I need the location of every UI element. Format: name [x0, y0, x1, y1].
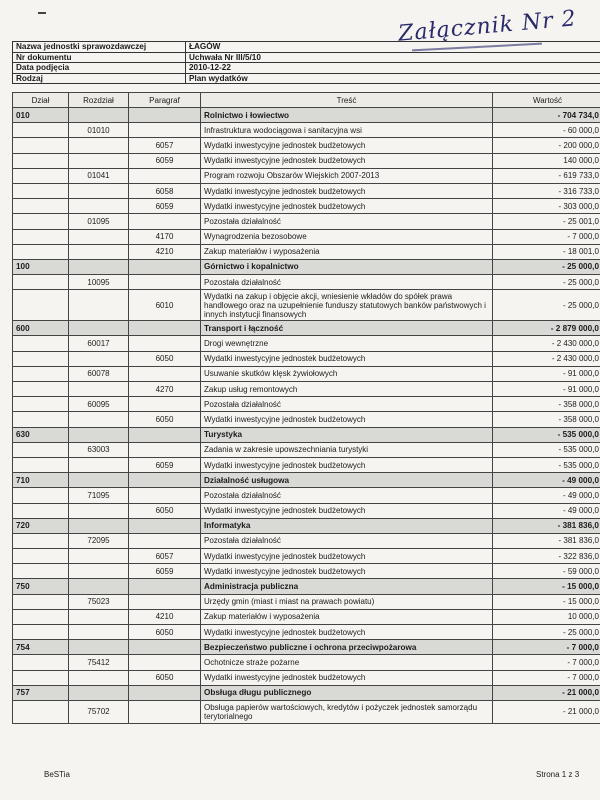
paragraf-cell — [129, 640, 201, 655]
rozdzial-cell — [69, 473, 129, 488]
paragraf-cell — [129, 397, 201, 412]
footer-software: BeSTia — [44, 770, 70, 779]
chapter-row — [13, 594, 600, 609]
chapter-row — [13, 488, 600, 503]
paragraph-row — [13, 670, 600, 685]
meta-key: Data podjęcia — [13, 63, 186, 74]
wartosc-cell: - 704 734,0 — [493, 108, 600, 123]
rozdzial-cell — [69, 351, 129, 366]
wartosc-cell: - 49 000,0 — [493, 473, 600, 488]
tresc-cell: Wynagrodzenia bezosobowe — [201, 229, 493, 244]
rozdzial-cell: 71095 — [69, 488, 129, 503]
paragraph-row — [13, 549, 600, 564]
wartosc-cell: - 7 000,0 — [493, 640, 600, 655]
dzial-cell — [13, 183, 69, 198]
rozdzial-cell — [69, 670, 129, 685]
paragraf-cell: 6050 — [129, 670, 201, 685]
paragraf-cell — [129, 275, 201, 290]
rozdzial-cell — [69, 321, 129, 336]
paragraf-cell — [129, 214, 201, 229]
rozdzial-cell — [69, 503, 129, 518]
meta-key: Nr dokumentu — [13, 52, 186, 63]
rozdzial-cell — [69, 412, 129, 427]
wartosc-cell: - 381 836,0 — [493, 533, 600, 548]
tresc-cell: Administracja publiczna — [201, 579, 493, 594]
paragraf-cell — [129, 366, 201, 381]
dzial-cell — [13, 564, 69, 579]
dzial-cell: 750 — [13, 579, 69, 594]
rozdzial-cell — [69, 199, 129, 214]
tresc-cell: Wydatki inwestycyjne jednostek budżetowych — [201, 625, 493, 640]
dzial-cell — [13, 229, 69, 244]
header-wartosc: Wartość — [493, 93, 600, 108]
dzial-cell — [13, 168, 69, 183]
rozdzial-cell — [69, 518, 129, 533]
chapter-row — [13, 214, 600, 229]
tresc-cell: Drogi wewnętrzne — [201, 336, 493, 351]
tresc-cell: Ochotnicze straże pożarne — [201, 655, 493, 670]
meta-key: Nazwa jednostki sprawozdawczej — [13, 42, 186, 53]
tresc-cell: Informatyka — [201, 518, 493, 533]
chapter-row — [13, 366, 600, 381]
section-row — [13, 518, 600, 533]
dzial-cell: 010 — [13, 108, 69, 123]
wartosc-cell: - 91 000,0 — [493, 366, 600, 381]
chapter-row — [13, 533, 600, 548]
tresc-cell: Wydatki inwestycyjne jednostek budżetowych — [201, 183, 493, 198]
wartosc-cell: - 59 000,0 — [493, 564, 600, 579]
dzial-cell — [13, 123, 69, 138]
paragraf-cell — [129, 259, 201, 274]
rozdzial-cell: 01041 — [69, 168, 129, 183]
wartosc-cell: - 381 836,0 — [493, 518, 600, 533]
rozdzial-cell: 72095 — [69, 533, 129, 548]
tresc-cell: Górnictwo i kopalnictwo — [201, 259, 493, 274]
paragraf-cell: 6057 — [129, 549, 201, 564]
rozdzial-cell: 60078 — [69, 366, 129, 381]
paragraph-row — [13, 290, 600, 321]
meta-row — [13, 63, 600, 74]
meta-row — [13, 52, 600, 63]
wartosc-cell: - 49 000,0 — [493, 488, 600, 503]
tresc-cell: Urzędy gmin (miast i miast na prawach powiatu) — [201, 594, 493, 609]
dzial-cell — [13, 138, 69, 153]
paragraf-cell — [129, 168, 201, 183]
dzial-cell — [13, 199, 69, 214]
tresc-cell: Zakup usług remontowych — [201, 382, 493, 397]
section-row — [13, 321, 600, 336]
paragraf-cell: 6050 — [129, 412, 201, 427]
paragraf-cell — [129, 336, 201, 351]
wartosc-cell: - 316 733,0 — [493, 183, 600, 198]
wartosc-cell: - 25 000,0 — [493, 275, 600, 290]
tresc-cell: Wydatki na zakup i objęcie akcji, wniesienie wkładów do spółek prawa handlowego oraz na uzupełnienie funduszy statutowych banków państwowych i innych instytucji finansowych — [201, 290, 493, 321]
header-rozdzial: Rozdział — [69, 93, 129, 108]
dzial-cell — [13, 609, 69, 624]
table-header-row — [13, 93, 600, 108]
rozdzial-cell: 63003 — [69, 442, 129, 457]
wartosc-cell: - 2 430 000,0 — [493, 336, 600, 351]
wartosc-cell: - 21 000,0 — [493, 700, 600, 723]
dzial-cell — [13, 457, 69, 472]
tresc-cell: Transport i łączność — [201, 321, 493, 336]
rozdzial-cell — [69, 229, 129, 244]
paragraf-cell: 6059 — [129, 564, 201, 579]
rozdzial-cell — [69, 108, 129, 123]
paragraph-row — [13, 564, 600, 579]
dzial-cell — [13, 625, 69, 640]
dzial-cell — [13, 382, 69, 397]
dzial-cell: 600 — [13, 321, 69, 336]
tresc-cell: Pozostała działalność — [201, 533, 493, 548]
section-row — [13, 640, 600, 655]
tresc-cell: Obsługa długu publicznego — [201, 685, 493, 700]
dzial-cell — [13, 700, 69, 723]
paragraf-cell — [129, 518, 201, 533]
paragraf-cell: 6050 — [129, 351, 201, 366]
rozdzial-cell — [69, 640, 129, 655]
wartosc-cell: - 18 001,0 — [493, 244, 600, 259]
wartosc-cell: - 15 000,0 — [493, 579, 600, 594]
wartosc-cell: - 619 733,0 — [493, 168, 600, 183]
rozdzial-cell — [69, 685, 129, 700]
footer-page-number: Strona 1 z 3 — [536, 770, 580, 779]
wartosc-cell: - 2 879 000,0 — [493, 321, 600, 336]
wartosc-cell: - 200 000,0 — [493, 138, 600, 153]
dzial-cell — [13, 290, 69, 321]
rozdzial-cell — [69, 609, 129, 624]
tresc-cell: Zakup materiałów i wyposażenia — [201, 244, 493, 259]
chapter-row — [13, 275, 600, 290]
paragraph-row — [13, 625, 600, 640]
tresc-cell: Wydatki inwestycyjne jednostek budżetowych — [201, 138, 493, 153]
tresc-cell: Rolnictwo i łowiectwo — [201, 108, 493, 123]
tresc-cell: Pozostała działalność — [201, 275, 493, 290]
section-row — [13, 259, 600, 274]
rozdzial-cell: 01010 — [69, 123, 129, 138]
wartosc-cell: - 25 000,0 — [493, 290, 600, 321]
expenditure-table — [12, 92, 600, 724]
section-row — [13, 473, 600, 488]
dzial-cell: 757 — [13, 685, 69, 700]
paragraf-cell — [129, 427, 201, 442]
dzial-cell: 720 — [13, 518, 69, 533]
tresc-cell: Wydatki inwestycyjne jednostek budżetowych — [201, 199, 493, 214]
chapter-row — [13, 655, 600, 670]
dzial-cell — [13, 412, 69, 427]
wartosc-cell: - 60 000,0 — [493, 123, 600, 138]
meta-row — [13, 73, 600, 84]
wartosc-cell: - 303 000,0 — [493, 199, 600, 214]
paragraph-row — [13, 153, 600, 168]
paragraph-row — [13, 244, 600, 259]
chapter-row — [13, 168, 600, 183]
paragraf-cell: 6010 — [129, 290, 201, 321]
wartosc-cell: - 25 000,0 — [493, 625, 600, 640]
document-metadata-table — [12, 41, 600, 84]
tresc-cell: Infrastruktura wodociągowa i sanitacyjna wsi — [201, 123, 493, 138]
tresc-cell: Bezpieczeństwo publiczne i ochrona przeciwpożarowa — [201, 640, 493, 655]
dzial-cell — [13, 366, 69, 381]
paragraf-cell — [129, 108, 201, 123]
paragraf-cell — [129, 123, 201, 138]
rozdzial-cell — [69, 183, 129, 198]
paragraf-cell — [129, 700, 201, 723]
tresc-cell: Wydatki inwestycyjne jednostek budżetowych — [201, 153, 493, 168]
rozdzial-cell — [69, 457, 129, 472]
paragraph-row — [13, 412, 600, 427]
paragraf-cell — [129, 533, 201, 548]
paragraf-cell: 6058 — [129, 183, 201, 198]
paragraf-cell — [129, 488, 201, 503]
chapter-row — [13, 397, 600, 412]
rozdzial-cell: 75412 — [69, 655, 129, 670]
header-tresc: Treść — [201, 93, 493, 108]
dzial-cell — [13, 336, 69, 351]
dzial-cell: 630 — [13, 427, 69, 442]
meta-row — [13, 42, 600, 53]
tresc-cell: Wydatki inwestycyjne jednostek budżetowych — [201, 503, 493, 518]
dzial-cell — [13, 655, 69, 670]
wartosc-cell: - 2 430 000,0 — [493, 351, 600, 366]
paragraf-cell — [129, 594, 201, 609]
rozdzial-cell — [69, 579, 129, 594]
paragraf-cell — [129, 473, 201, 488]
rozdzial-cell: 75023 — [69, 594, 129, 609]
section-row — [13, 579, 600, 594]
dzial-cell: 754 — [13, 640, 69, 655]
paragraph-row — [13, 503, 600, 518]
tresc-cell: Pozostała działalność — [201, 488, 493, 503]
tresc-cell: Wydatki inwestycyjne jednostek budżetowych — [201, 564, 493, 579]
paragraf-cell: 6059 — [129, 153, 201, 168]
paragraf-cell: 4210 — [129, 609, 201, 624]
rozdzial-cell — [69, 549, 129, 564]
dzial-cell — [13, 351, 69, 366]
section-row — [13, 685, 600, 700]
paragraf-cell: 6050 — [129, 503, 201, 518]
wartosc-cell: - 358 000,0 — [493, 397, 600, 412]
tresc-cell: Pozostała działalność — [201, 397, 493, 412]
wartosc-cell: - 91 000,0 — [493, 382, 600, 397]
dzial-cell — [13, 670, 69, 685]
paragraf-cell: 6057 — [129, 138, 201, 153]
meta-value: 2010-12-22 — [186, 63, 600, 74]
wartosc-cell: - 25 001,0 — [493, 214, 600, 229]
dzial-cell — [13, 488, 69, 503]
chapter-row — [13, 123, 600, 138]
tresc-cell: Wydatki inwestycyjne jednostek budżetowych — [201, 670, 493, 685]
rozdzial-cell — [69, 259, 129, 274]
tresc-cell: Zakup materiałów i wyposażenia — [201, 609, 493, 624]
wartosc-cell: - 535 000,0 — [493, 427, 600, 442]
rozdzial-cell — [69, 244, 129, 259]
dzial-cell — [13, 244, 69, 259]
tresc-cell: Zadania w zakresie upowszechniania turystyki — [201, 442, 493, 457]
paragraf-cell — [129, 321, 201, 336]
dzial-cell — [13, 549, 69, 564]
tresc-cell: Wydatki inwestycyjne jednostek budżetowych — [201, 351, 493, 366]
wartosc-cell: - 535 000,0 — [493, 457, 600, 472]
wartosc-cell: - 535 000,0 — [493, 442, 600, 457]
chapter-row — [13, 336, 600, 351]
rozdzial-cell: 60017 — [69, 336, 129, 351]
paragraf-cell: 6059 — [129, 199, 201, 214]
rozdzial-cell — [69, 290, 129, 321]
dzial-cell — [13, 153, 69, 168]
dzial-cell — [13, 275, 69, 290]
paragraph-row — [13, 138, 600, 153]
rozdzial-cell: 60095 — [69, 397, 129, 412]
chapter-row — [13, 442, 600, 457]
section-row — [13, 427, 600, 442]
tresc-cell: Wydatki inwestycyjne jednostek budżetowych — [201, 549, 493, 564]
paragraph-row — [13, 382, 600, 397]
dzial-cell: 100 — [13, 259, 69, 274]
rozdzial-cell — [69, 625, 129, 640]
meta-value: Uchwała Nr III/5/10 — [186, 52, 600, 63]
dzial-cell: 710 — [13, 473, 69, 488]
wartosc-cell: 10 000,0 — [493, 609, 600, 624]
paragraph-row — [13, 457, 600, 472]
section-row — [13, 108, 600, 123]
wartosc-cell: - 25 000,0 — [493, 259, 600, 274]
dzial-cell — [13, 397, 69, 412]
rozdzial-cell: 10095 — [69, 275, 129, 290]
wartosc-cell: - 15 000,0 — [493, 594, 600, 609]
paragraph-row — [13, 229, 600, 244]
tresc-cell: Program rozwoju Obszarów Wiejskich 2007-2013 — [201, 168, 493, 183]
dzial-cell — [13, 214, 69, 229]
handwritten-annotation: Załącznik Nr 2 — [397, 6, 578, 47]
rozdzial-cell — [69, 382, 129, 397]
header-dzial: Dział — [13, 93, 69, 108]
wartosc-cell: - 7 000,0 — [493, 655, 600, 670]
meta-value: Plan wydatków — [186, 73, 600, 84]
meta-value: ŁAGÓW — [186, 42, 600, 53]
rozdzial-cell — [69, 153, 129, 168]
paragraf-cell — [129, 685, 201, 700]
paragraf-cell: 6059 — [129, 457, 201, 472]
tresc-cell: Wydatki inwestycyjne jednostek budżetowych — [201, 457, 493, 472]
paragraph-row — [13, 199, 600, 214]
paragraf-cell: 6050 — [129, 625, 201, 640]
paragraf-cell: 4170 — [129, 229, 201, 244]
paragraph-row — [13, 351, 600, 366]
tresc-cell: Wydatki inwestycyjne jednostek budżetowych — [201, 412, 493, 427]
wartosc-cell: - 21 000,0 — [493, 685, 600, 700]
scan-mark — [38, 12, 46, 14]
dzial-cell — [13, 503, 69, 518]
rozdzial-cell: 01095 — [69, 214, 129, 229]
rozdzial-cell — [69, 564, 129, 579]
paragraph-row — [13, 609, 600, 624]
tresc-cell: Obsługa papierów wartościowych, kredytów i pożyczek jednostek samorządu terytorialnego — [201, 700, 493, 723]
tresc-cell: Pozostała działalność — [201, 214, 493, 229]
rozdzial-cell — [69, 138, 129, 153]
paragraph-row — [13, 183, 600, 198]
meta-key: Rodzaj — [13, 73, 186, 84]
dzial-cell — [13, 594, 69, 609]
wartosc-cell: - 49 000,0 — [493, 503, 600, 518]
paragraf-cell — [129, 579, 201, 594]
dzial-cell — [13, 533, 69, 548]
wartosc-cell: - 322 836,0 — [493, 549, 600, 564]
paragraf-cell — [129, 655, 201, 670]
rozdzial-cell — [69, 427, 129, 442]
dzial-cell — [13, 442, 69, 457]
header-paragraf: Paragraf — [129, 93, 201, 108]
paragraf-cell: 4210 — [129, 244, 201, 259]
wartosc-cell: - 358 000,0 — [493, 412, 600, 427]
chapter-row — [13, 700, 600, 723]
paragraf-cell — [129, 442, 201, 457]
wartosc-cell: - 7 000,0 — [493, 670, 600, 685]
tresc-cell: Działalność usługowa — [201, 473, 493, 488]
tresc-cell: Turystyka — [201, 427, 493, 442]
tresc-cell: Usuwanie skutków klęsk żywiołowych — [201, 366, 493, 381]
wartosc-cell: 140 000,0 — [493, 153, 600, 168]
rozdzial-cell: 75702 — [69, 700, 129, 723]
wartosc-cell: - 7 000,0 — [493, 229, 600, 244]
paragraf-cell: 4270 — [129, 382, 201, 397]
